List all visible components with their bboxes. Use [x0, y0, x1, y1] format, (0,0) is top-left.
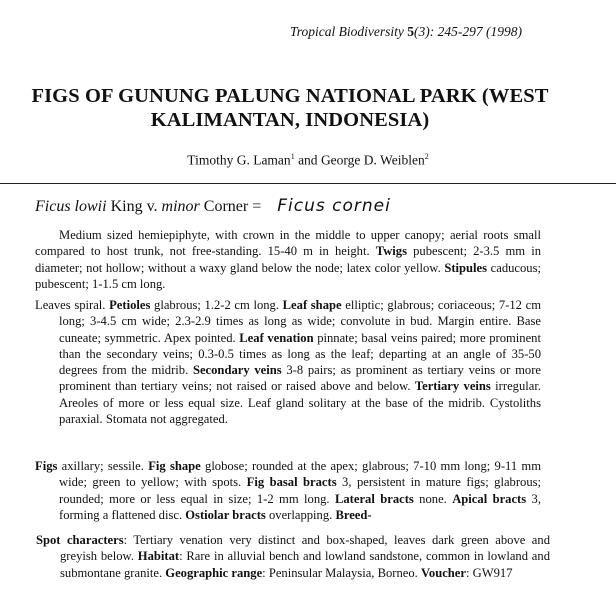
leaf-venation-label: Leaf venation: [239, 330, 314, 345]
spot-characters-label: Spot characters: [36, 533, 124, 547]
journal-issue-pages: (3): 245-297 (1998): [414, 24, 522, 39]
spot-text-1: : Tertiary venation very distinct and box-shaped, leaves dark green above and greyish below.: [60, 533, 550, 564]
voucher-label: Voucher: [420, 565, 466, 580]
leaves-text-5: 3-8 pairs; as prominent as tertiary veins or more prominent than tertiary veins; not raised or raised above and below.: [59, 363, 541, 394]
leaves-text-2: glabrous; 1.2-2 cm long.: [150, 298, 283, 312]
leaves-label: Leaves: [35, 298, 71, 312]
leaves-text-4: pinnate; basal veins paired; more prominent than the secondary veins; 0.3-0.5 times as long as the leaf; departing at an angle of 35-50 degrees from the midrib.: [59, 330, 541, 378]
leaves-paragraph: [35, 297, 541, 427]
header-divider: [0, 183, 616, 184]
variety-authority: Corner: [199, 198, 249, 215]
variety-name: minor: [161, 198, 200, 215]
petioles-label: Petioles: [109, 298, 151, 312]
equals-sign: =: [248, 198, 266, 215]
leaf-shape-label: Leaf shape: [282, 298, 342, 312]
habitat-label: Habitat: [137, 549, 180, 564]
leaves-text-3: elliptic; glabrous; coriaceous; 7-12 cm long; 3-4.5 cm wide; 2.3-2.9 times as long as wide; convolute in bud. Margin entire. Base cuneate; symmetric. Apex pointed.: [59, 298, 541, 345]
species-name: Ficus lowii: [35, 198, 107, 215]
species-authority: King v.: [106, 198, 162, 215]
twigs-text: pubescent; 2-3.5 mm in diameter; not hollow; without a waxy gland below the node; latex color yellow.: [35, 244, 541, 275]
description-text: Medium sized hemiepiphyte, with crown in the middle to upper canopy; aerial roots small compared to host trunk, not free-standing. 15-40 m in height.: [35, 228, 541, 259]
leaves-lead: [35, 298, 71, 312]
author-line: [0, 152, 616, 169]
general-description: [35, 227, 541, 292]
figs-paragraph: [35, 458, 541, 523]
leaves-text-6: irregular. Areoles of more or less equal size. Leaf gland solitary at the base of the midrib. Cystoliths paraxial. Stomata not aggregated.: [59, 379, 541, 427]
geographic-range-label: Geographic range: [165, 565, 263, 580]
spot-text-4: : GW917: [465, 565, 513, 580]
secondary-veins-label: Secondary veins: [192, 363, 282, 378]
figs-text-5: 3, forming a flattened disc.: [59, 491, 541, 522]
spot-lead: [36, 533, 124, 547]
figs-label: Figs: [35, 459, 58, 473]
figs-text-6: overlapping.: [265, 507, 336, 522]
tertiary-veins-label: Tertiary veins: [414, 379, 491, 394]
paper-title: FIGS OF GUNUNG PALUNG NATIONAL PARK (WEST KALIMANTAN, INDONESIA): [31, 85, 549, 131]
fig-basal-bracts-label: Fig basal bracts: [246, 475, 337, 490]
figs-text-3: 3, persistent in mature figs; glabrous; rounded; more or less equal in size; 1-2 mm long.: [59, 475, 542, 506]
author-1: Timothy G. Laman: [187, 152, 291, 168]
fig-shape-label: Fig shape: [148, 459, 201, 473]
figs-lead: [35, 459, 57, 473]
apical-bracts-label: Apical bracts: [452, 491, 527, 506]
spot-characters-paragraph: [36, 532, 550, 581]
journal-name: Tropical Biodiversity: [290, 24, 404, 39]
breeding-label: Breed-: [335, 507, 372, 522]
figs-text-1: axillary; sessile.: [57, 459, 149, 473]
spot-text-2: : Rare in alluvial bench and lowland sandstone, common in lowland and submontane granite.: [60, 549, 550, 580]
author-2: George D. Weiblen: [320, 152, 425, 168]
journal-citation: [290, 24, 522, 40]
lateral-bracts-label: Lateral bracts: [334, 491, 414, 506]
spot-text-3: : Peninsular Malaysia, Borneo.: [262, 565, 421, 580]
journal-volume: 5: [407, 24, 415, 39]
author-conjunction: and: [294, 152, 321, 168]
figs-text-4: none.: [413, 491, 453, 506]
stipules-text: caducous; pubescent; 1-1.5 cm long.: [35, 260, 542, 291]
handwritten-annotation: Ficus cornei: [277, 196, 391, 216]
ostiolar-bracts-label: Ostiolar bracts: [185, 507, 266, 522]
figs-text-2: globose; rounded at the apex; glabrous; 7-10 mm long; 9-11 mm wide; green to yellow; with spots.: [59, 459, 542, 490]
leaves-text-1: spiral.: [70, 298, 110, 312]
author-2-affiliation: 2: [424, 152, 429, 161]
stipules-label: Stipules: [444, 260, 488, 275]
twigs-label: Twigs: [375, 244, 407, 259]
species-heading: [35, 196, 391, 216]
author-1-affiliation: 1: [290, 152, 295, 161]
